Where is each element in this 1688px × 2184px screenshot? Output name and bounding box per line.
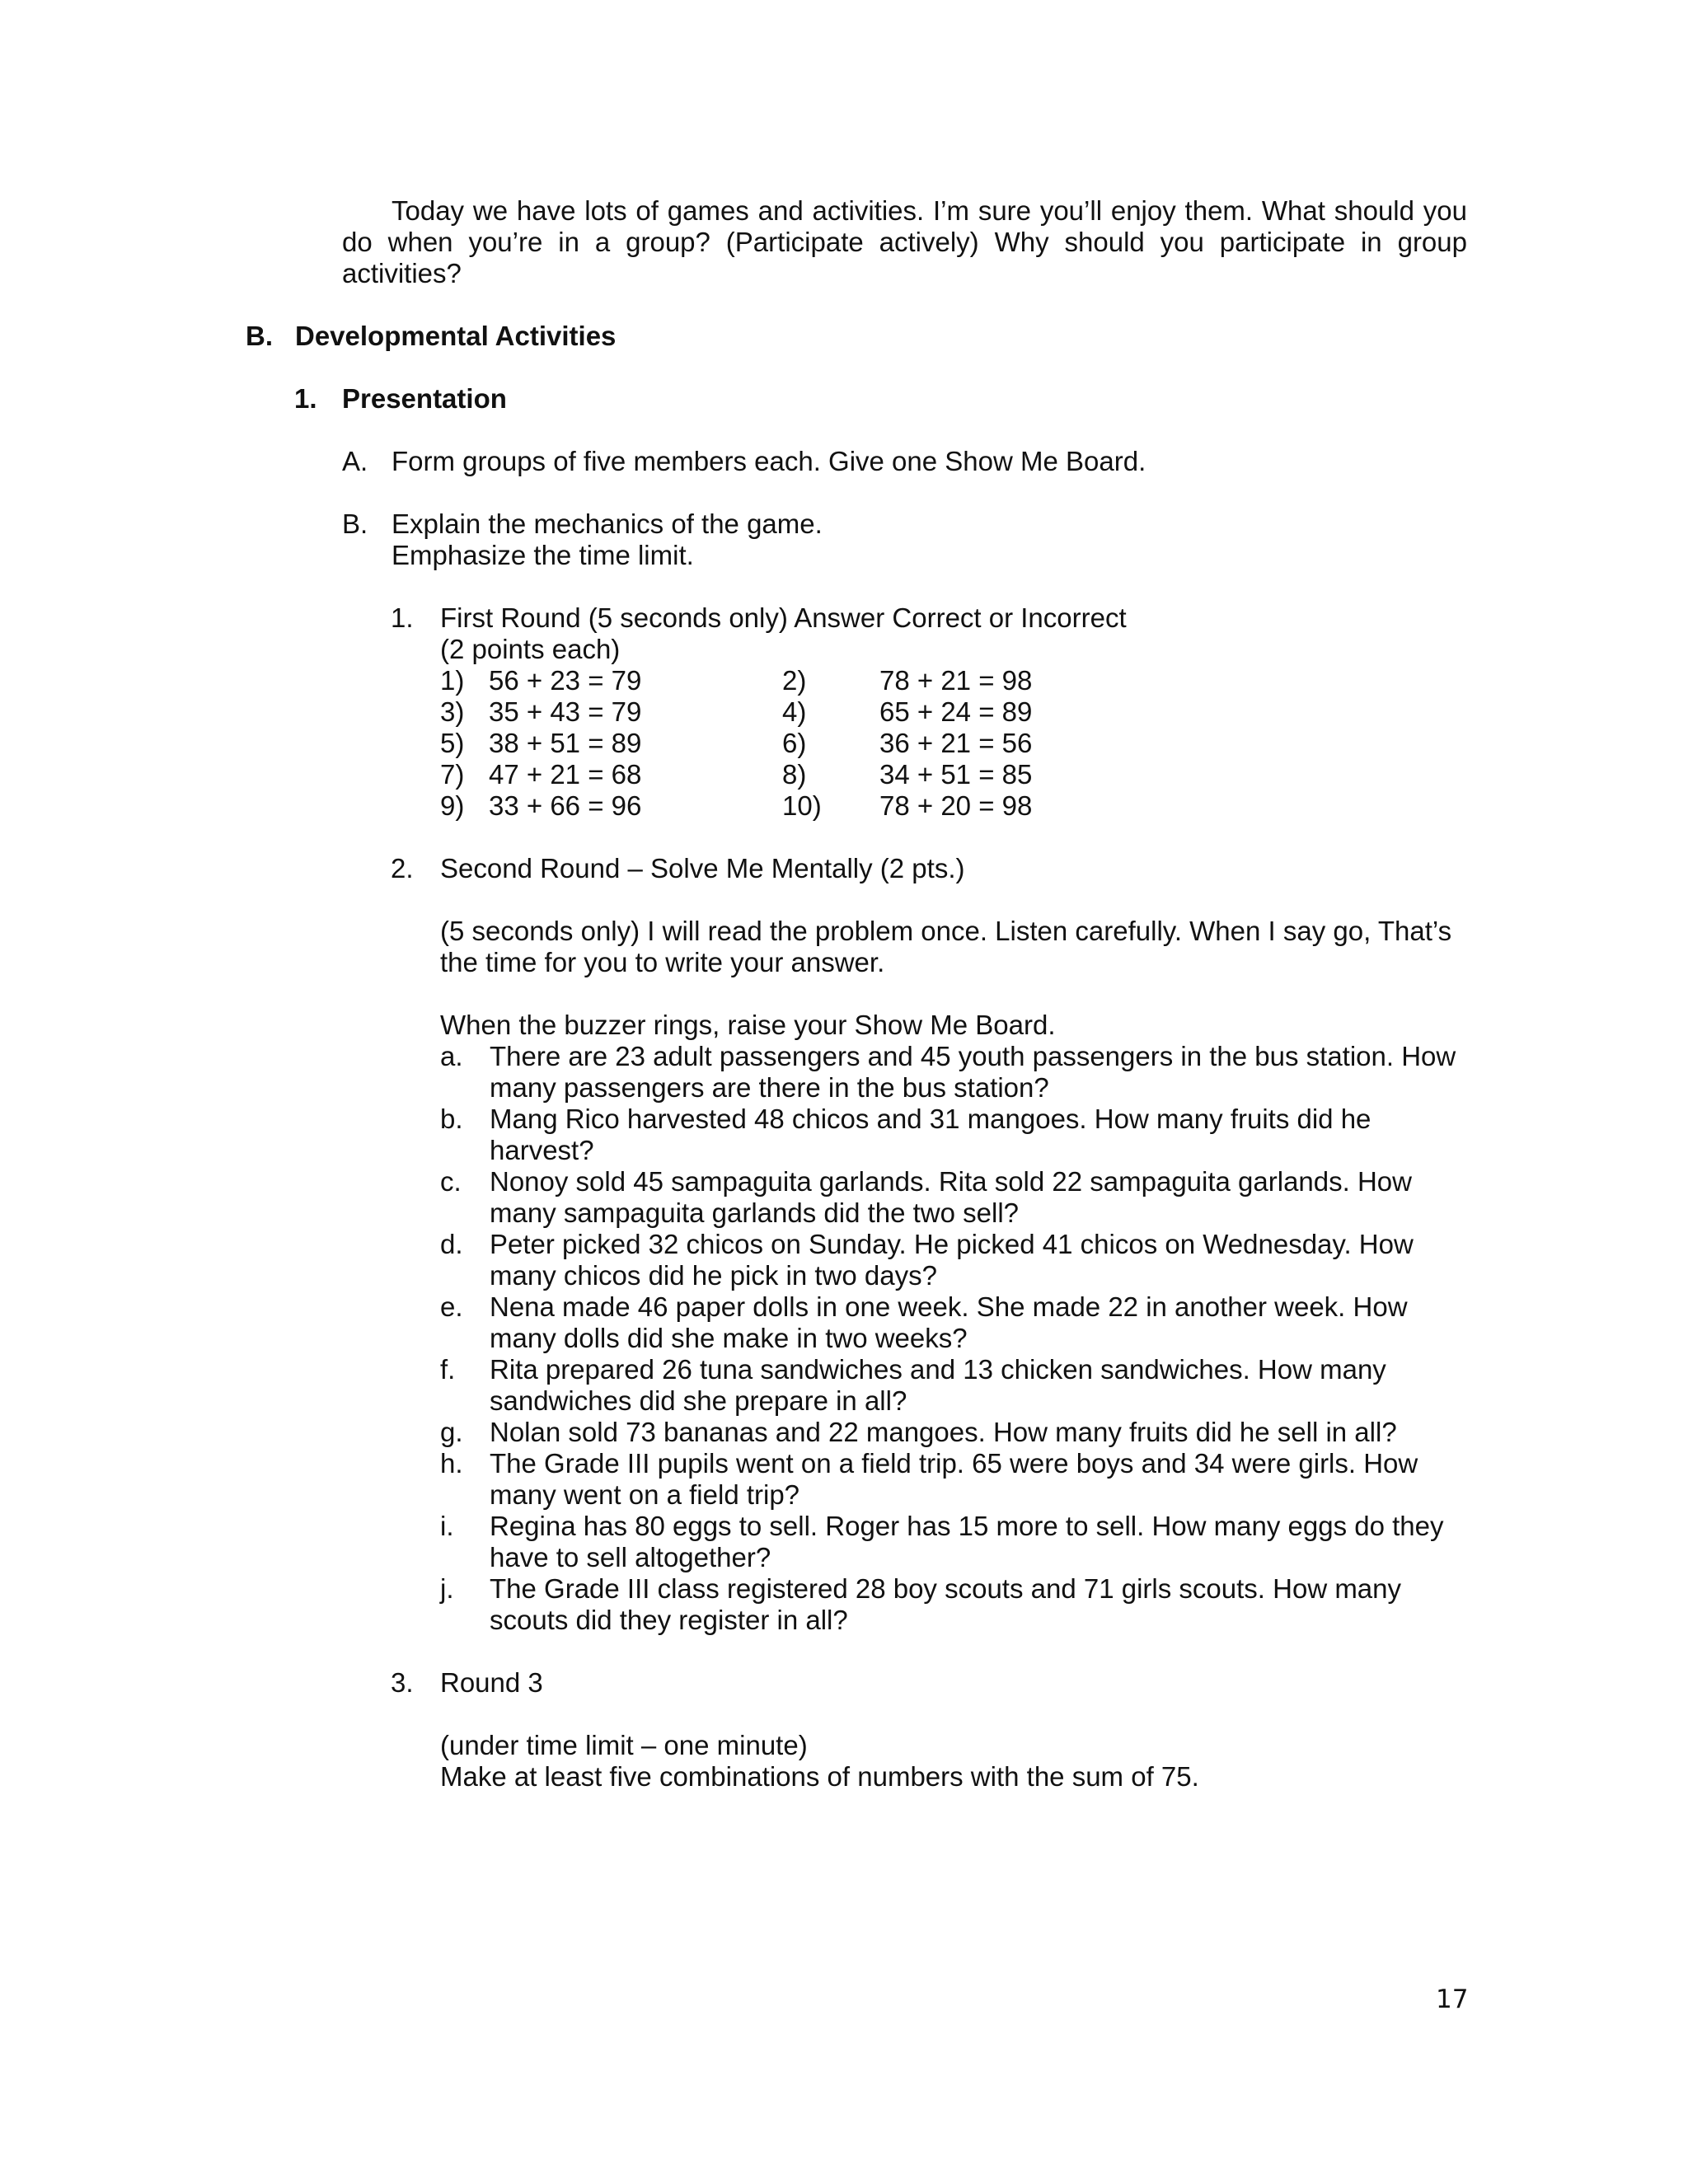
round-3-time-limit: (under time limit – one minute): [440, 1730, 808, 1760]
word-problem-line-1: Peter picked 32 chicos on Sunday. He picked 41 chicos on Wednesday. How: [490, 1229, 1414, 1259]
step-b-line-1: Explain the mechanics of the game.: [392, 509, 823, 539]
word-problem-label: b.: [440, 1104, 463, 1134]
word-problem-label: g.: [440, 1417, 463, 1447]
equation-number: 2): [782, 665, 807, 696]
equation-text: 36 + 21 = 56: [879, 728, 1033, 758]
round-1-title: First Round (5 seconds only) Answer Correct or Incorrect: [440, 602, 1127, 633]
round-2-instructions-line-1: (5 seconds only) I will read the problem once. Listen carefully. When I say go, That’s: [440, 916, 1452, 946]
equation-number: 1): [440, 665, 465, 696]
step-a-label: A.: [342, 446, 368, 476]
word-problem-line-1: Nolan sold 73 bananas and 22 mangoes. How many fruits did he sell in all?: [490, 1417, 1397, 1447]
equation-text: 78 + 20 = 98: [879, 790, 1033, 821]
word-problem-line-2: harvest?: [490, 1135, 594, 1165]
section-b-label: B.: [246, 321, 273, 351]
word-problem-line-2: sandwiches did she prepare in all?: [490, 1385, 907, 1416]
equation-text: 38 + 51 = 89: [489, 728, 642, 758]
equation-text: 47 + 21 = 68: [489, 759, 642, 790]
word-problem-label: a.: [440, 1041, 463, 1071]
equation-number: 9): [440, 790, 465, 821]
word-problem-line-1: Rita prepared 26 tuna sandwiches and 13 chicken sandwiches. How many: [490, 1354, 1386, 1385]
word-problem-label: e.: [440, 1291, 463, 1322]
round-1-points: (2 points each): [440, 634, 621, 664]
round-1-label: 1.: [391, 602, 414, 633]
equation-number: 7): [440, 759, 465, 790]
word-problem-line-1: Nena made 46 paper dolls in one week. She made 22 in another week. How: [490, 1291, 1408, 1322]
equation-text: 34 + 51 = 85: [879, 759, 1033, 790]
word-problem-line-2: many went on a field trip?: [490, 1479, 800, 1510]
equation-number: 5): [440, 728, 465, 758]
equation-number: 4): [782, 696, 807, 727]
word-problem-line-2: scouts did they register in all?: [490, 1605, 848, 1635]
word-problem-line-1: The Grade III pupils went on a field trip. 65 were boys and 34 were girls. How: [490, 1448, 1418, 1479]
equation-number: 6): [782, 728, 807, 758]
equation-text: 78 + 21 = 98: [879, 665, 1033, 696]
equation-number: 8): [782, 759, 807, 790]
equation-text: 65 + 24 = 89: [879, 696, 1033, 727]
equation-number: 10): [782, 790, 822, 821]
word-problem-line-2: many dolls did she make in two weeks?: [490, 1323, 968, 1353]
word-problem-line-1: Mang Rico harvested 48 chicos and 31 mangoes. How many fruits did he: [490, 1104, 1372, 1134]
word-problem-label: c.: [440, 1166, 462, 1197]
equation-text: 35 + 43 = 79: [489, 696, 642, 727]
step-a-text: Form groups of five members each. Give one Show Me Board.: [392, 446, 1146, 476]
round-3-label: 3.: [391, 1667, 414, 1698]
word-problem-label: j.: [440, 1573, 454, 1604]
intro-paragraph: Today we have lots of games and activities. I’m sure you’ll enjoy them. What should you do when you’re in a group? (Participate actively) Why should you participate in group activities?: [342, 195, 1467, 288]
word-problem-line-1: Nonoy sold 45 sampaguita garlands. Rita sold 22 sampaguita garlands. How: [490, 1166, 1412, 1197]
round-2-title: Second Round – Solve Me Mentally (2 pts.): [440, 853, 965, 883]
round-2-buzzer-instruction: When the buzzer rings, raise your Show Me Board.: [440, 1010, 1056, 1040]
word-problem-line-1: Regina has 80 eggs to sell. Roger has 15 more to sell. How many eggs do they: [490, 1511, 1444, 1541]
word-problem-label: h.: [440, 1448, 463, 1479]
equation-number: 3): [440, 696, 465, 727]
word-problem-label: i.: [440, 1511, 454, 1541]
presentation-label: 1.: [294, 383, 317, 414]
section-b-title: Developmental Activities: [295, 321, 617, 351]
word-problem-line-2: many passengers are there in the bus station?: [490, 1072, 1049, 1103]
word-problem-line-2: many sampaguita garlands did the two sell?: [490, 1197, 1020, 1228]
round-3-title: Round 3: [440, 1667, 543, 1698]
step-b-label: B.: [342, 509, 368, 539]
equation-text: 33 + 66 = 96: [489, 790, 642, 821]
word-problem-line-2: have to sell altogether?: [490, 1542, 771, 1572]
word-problem-label: d.: [440, 1229, 463, 1259]
step-b-line-2: Emphasize the time limit.: [392, 540, 694, 570]
page-number: 17: [1436, 1985, 1469, 2014]
word-problem-label: f.: [440, 1354, 456, 1385]
presentation-title: Presentation: [342, 383, 507, 414]
word-problem-line-2: many chicos did he pick in two days?: [490, 1260, 937, 1291]
round-3-instruction: Make at least five combinations of numbers with the sum of 75.: [440, 1761, 1199, 1792]
round-2-label: 2.: [391, 853, 414, 883]
round-2-instructions-line-2: the time for you to write your answer.: [440, 947, 885, 977]
word-problem-line-1: The Grade III class registered 28 boy scouts and 71 girls scouts. How many: [490, 1573, 1402, 1604]
word-problem-line-1: There are 23 adult passengers and 45 youth passengers in the bus station. How: [490, 1041, 1456, 1071]
equation-text: 56 + 23 = 79: [489, 665, 642, 696]
